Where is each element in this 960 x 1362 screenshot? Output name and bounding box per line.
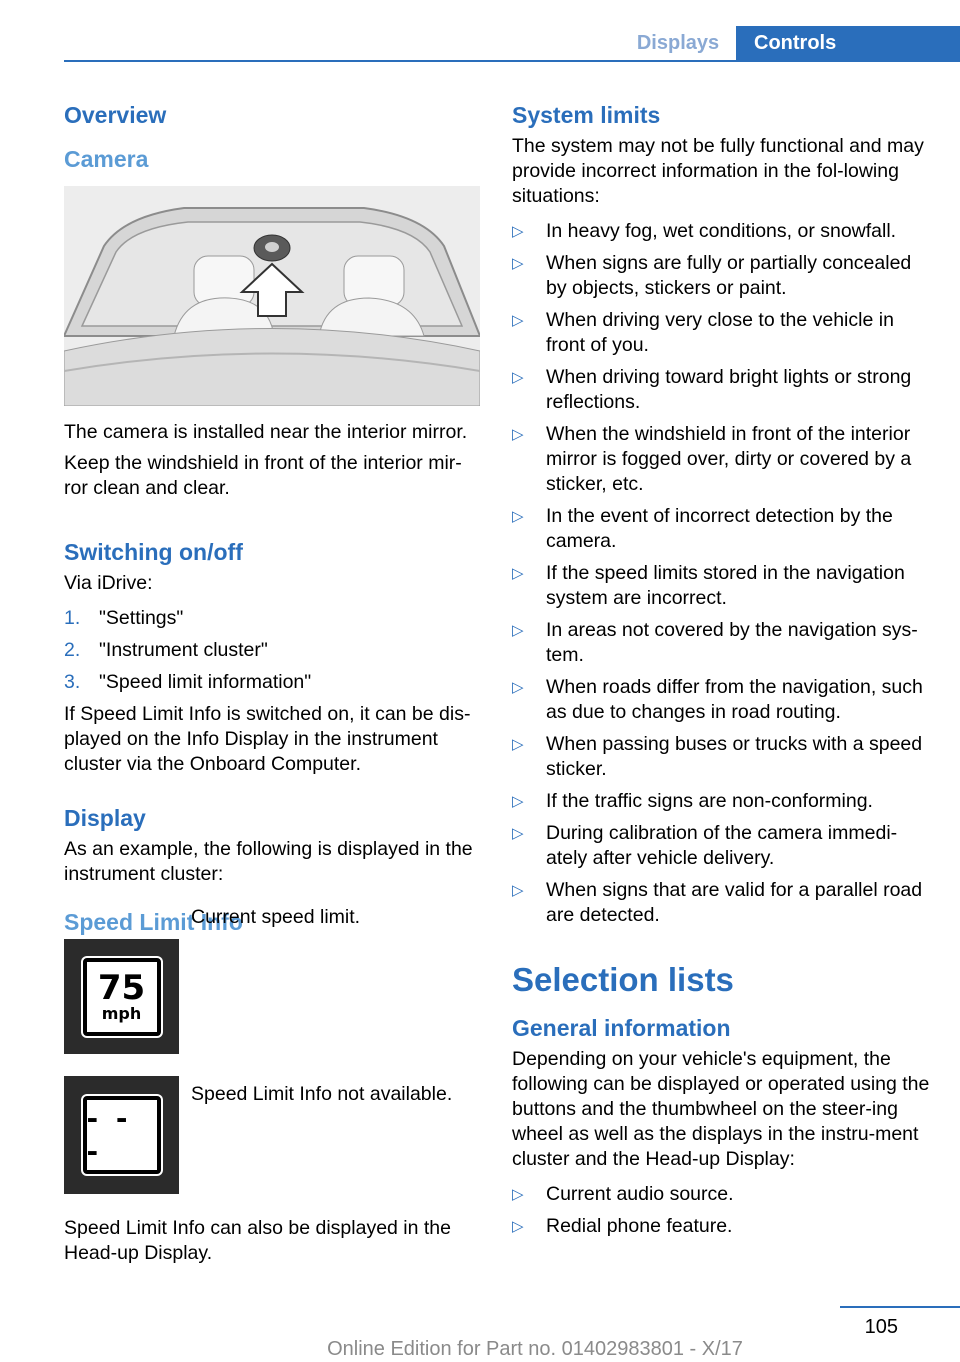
list-item <box>512 1214 932 1239</box>
list-item <box>512 251 932 301</box>
triangle-right-icon: ▷ <box>512 622 524 639</box>
left-column <box>64 100 482 1272</box>
step-text: "Instrument cluster" <box>99 639 268 661</box>
system-limits-paragraph: The system may not be fully functional and may provide incorrect information in the fol-lowing situations: <box>512 135 924 207</box>
triangle-right-icon: ▷ <box>512 369 524 386</box>
display-paragraph: As an example, the following is displayed in the instrument cluster: <box>64 838 473 885</box>
list-item-text: If the speed limits stored in the navigation system are incorrect. <box>546 562 905 609</box>
footer-edition: Online Edition for Part no. 01402983801 - X/17 <box>327 1338 743 1360</box>
list-item <box>512 789 932 814</box>
list-item <box>512 821 932 871</box>
speed-limit-heading: Speed Limit Info <box>64 909 243 935</box>
page-number: 105 <box>864 1316 898 1338</box>
switching-heading: Switching on/off <box>64 539 243 565</box>
list-item-text: If the traffic signs are non-conforming. <box>546 790 873 812</box>
list-item <box>512 365 932 415</box>
triangle-right-icon: ▷ <box>512 825 524 842</box>
list-item <box>512 561 932 611</box>
right-column <box>512 100 932 1246</box>
tab-controls[interactable]: Controls <box>736 26 960 60</box>
list-item-text: When driving very close to the vehicle in front of you. <box>546 309 894 356</box>
selection-lists-heading: Selection lists <box>512 961 734 998</box>
list-item-text: Current audio source. <box>546 1183 734 1205</box>
list-item <box>512 878 932 928</box>
sign-unit: mph <box>101 1003 142 1023</box>
hud-paragraph: Speed Limit Info can also be displayed in the Head-up Display. <box>64 1217 452 1264</box>
sign-caption: Speed Limit Info not available. <box>191 1083 453 1105</box>
list-item-text: When signs are fully or partially concealed by objects, stickers or paint. <box>546 252 912 299</box>
switching-paragraph: If Speed Limit Info is switched on, it can be dis-played on the Info Display in the instrument cluster via the Onboard Computer. <box>64 703 471 775</box>
triangle-right-icon: ▷ <box>512 312 524 329</box>
triangle-right-icon: ▷ <box>512 736 524 753</box>
system-limits-list <box>512 219 932 928</box>
sign-dashes: - - - <box>86 1102 132 1168</box>
list-item-text: During calibration of the camera immedi-ately after vehicle delivery. <box>546 822 898 869</box>
general-paragraph: Depending on your vehicle's equipment, the following can be displayed or operated using the buttons and the thumbwheel on the steer-ing wheel as well as the displays in the instru-ment cluster and the Head-up Display: <box>512 1048 930 1170</box>
list-item <box>512 219 932 244</box>
list-item <box>64 670 482 695</box>
list-item <box>512 675 932 725</box>
system-limits-heading: System limits <box>512 102 661 128</box>
list-item-text: When the windshield in front of the interior mirror is fogged over, dirty or covered by a sticker, etc. <box>546 423 912 495</box>
camera-illustration <box>64 186 480 406</box>
header-rule <box>64 60 960 62</box>
list-item <box>512 504 932 554</box>
triangle-right-icon: ▷ <box>512 255 524 272</box>
list-item-text: When roads differ from the navigation, such as due to changes in road routing. <box>546 676 923 723</box>
list-item-text: When driving toward bright lights or strong reflections. <box>546 366 912 413</box>
triangle-right-icon: ▷ <box>512 793 524 810</box>
display-heading: Display <box>64 805 146 831</box>
list-item <box>512 422 932 497</box>
list-item-text: In areas not covered by the navigation sys-tem. <box>546 619 918 666</box>
triangle-right-icon: ▷ <box>512 679 524 696</box>
sign-number: 75 <box>97 967 146 1008</box>
list-item <box>512 308 932 358</box>
list-item-text: Redial phone feature. <box>546 1215 733 1237</box>
list-item-text: When signs that are valid for a parallel road are detected. <box>546 879 923 926</box>
speed-limit-sign-image <box>64 939 179 1054</box>
list-item <box>512 732 932 782</box>
camera-paragraph-1: The camera is installed near the interior mirror. <box>64 421 468 443</box>
step-number: 2. <box>64 639 81 661</box>
list-item-text: In heavy fog, wet conditions, or snowfall. <box>546 220 897 242</box>
step-text: "Settings" <box>99 607 184 629</box>
list-item <box>64 606 482 631</box>
list-item-text: When passing buses or trucks with a speed sticker. <box>546 733 923 780</box>
step-number: 3. <box>64 671 81 693</box>
speed-limit-unavailable-image <box>64 1076 179 1194</box>
general-information-heading: General information <box>512 1015 731 1041</box>
list-item <box>512 618 932 668</box>
footer-rule <box>840 1306 960 1308</box>
triangle-right-icon: ▷ <box>512 508 524 525</box>
triangle-right-icon: ▷ <box>512 223 524 240</box>
tab-displays[interactable]: Displays <box>636 32 720 54</box>
speed-limit-unavailable-sign <box>83 1096 161 1174</box>
spacer <box>64 507 482 537</box>
overview-heading: Overview <box>64 102 167 128</box>
general-items-list <box>512 1182 932 1239</box>
sign-row-unavailable <box>64 1076 482 1194</box>
sign-caption: Current speed limit. <box>191 906 361 928</box>
camera-paragraph-2: Keep the windshield in front of the interior mir-ror clean and clear. <box>64 452 462 499</box>
via-idrive-text: Via iDrive: <box>64 572 153 594</box>
triangle-right-icon: ▷ <box>512 426 524 443</box>
speed-limit-sign <box>83 958 161 1036</box>
step-number: 1. <box>64 607 81 629</box>
list-item <box>64 638 482 663</box>
triangle-right-icon: ▷ <box>512 1186 524 1203</box>
car-interior-illustration <box>64 186 480 406</box>
triangle-right-icon: ▷ <box>512 565 524 582</box>
list-item-text: In the event of incorrect detection by the camera. <box>546 505 893 552</box>
list-item <box>512 1182 932 1207</box>
triangle-right-icon: ▷ <box>512 882 524 899</box>
step-text: "Speed limit information" <box>99 671 312 693</box>
steps-list <box>64 606 482 695</box>
triangle-right-icon: ▷ <box>512 1218 524 1235</box>
camera-heading: Camera <box>64 146 149 172</box>
